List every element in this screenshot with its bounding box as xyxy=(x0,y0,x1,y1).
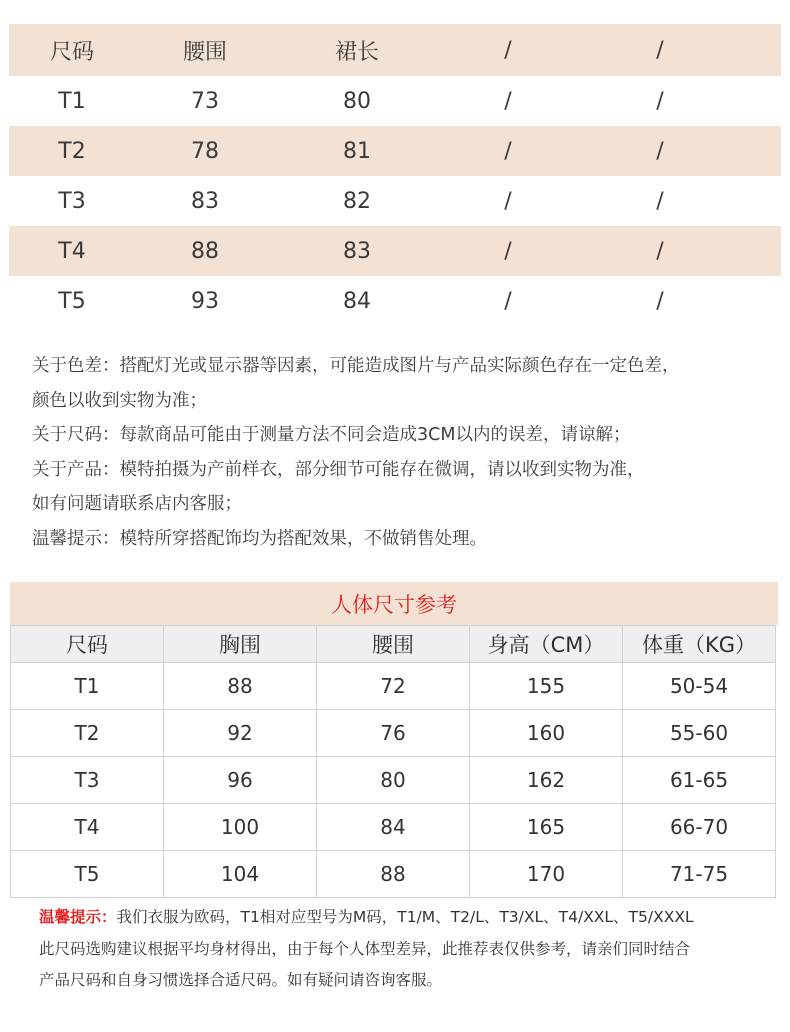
cell-empty: / xyxy=(504,238,512,264)
body-reference-title-bar xyxy=(10,582,778,625)
cell-waist: 83 xyxy=(191,188,219,214)
tip-line-2: 此尺码选购建议根据平均身材得出，由于每个人体型差异，此推荐表仅供参考，请亲们同时结合 xyxy=(39,939,691,958)
body-reference-header xyxy=(11,626,776,663)
cell-weight: 55-60 xyxy=(623,710,776,757)
cell-size: T4 xyxy=(11,804,164,851)
cell-height: 170 xyxy=(470,851,623,898)
cell-bust: 100 xyxy=(164,804,317,851)
cell-height: 162 xyxy=(470,757,623,804)
table-row xyxy=(9,176,781,226)
cell-waist: 80 xyxy=(317,757,470,804)
tip-line-1 xyxy=(39,902,779,934)
size-table-header xyxy=(9,24,781,76)
cell-empty: / xyxy=(504,188,512,214)
cell-weight: 66-70 xyxy=(623,804,776,851)
header-size: 尺码 xyxy=(11,626,164,663)
cell-weight: 50-54 xyxy=(623,663,776,710)
cell-height: 165 xyxy=(470,804,623,851)
cell-bust: 96 xyxy=(164,757,317,804)
cell-bust: 92 xyxy=(164,710,317,757)
table-row xyxy=(11,663,776,710)
table-row xyxy=(9,226,781,276)
table-row xyxy=(9,276,781,326)
cell-waist: 73 xyxy=(191,88,219,114)
cell-size: T4 xyxy=(58,238,86,264)
note-product-sample: 关于产品：模特拍摄为产前样衣，部分细节可能存在微调，请以收到实物为准， xyxy=(32,459,645,480)
cell-waist: 76 xyxy=(317,710,470,757)
cell-empty: / xyxy=(656,138,664,164)
cell-waist: 72 xyxy=(317,663,470,710)
cell-size: T3 xyxy=(11,757,164,804)
cell-waist: 88 xyxy=(317,851,470,898)
note-color-difference: 关于色差：搭配灯光或显示器等因素，可能造成图片与产品实际颜色存在一定色差， xyxy=(32,356,680,376)
cell-skirt-length: 80 xyxy=(343,88,371,114)
cell-skirt-length: 82 xyxy=(343,188,371,214)
header-waist: 腰围 xyxy=(182,39,228,65)
header-skirt-length: 裙长 xyxy=(334,39,380,65)
cell-empty: / xyxy=(504,138,512,164)
cell-size: T5 xyxy=(58,288,86,314)
cell-bust: 88 xyxy=(164,663,317,710)
tip-text-1: 我们衣服为欧码，T1相对应型号为M码，T1/M、T2/L、T3/XL、T4/XXL、T5/XXXL xyxy=(116,908,694,926)
header-size: 尺码 xyxy=(49,39,95,65)
cell-empty: / xyxy=(656,188,664,214)
size-table xyxy=(9,24,781,326)
cell-size: T1 xyxy=(11,663,164,710)
note-color-difference-cont: 颜色以收到实物为准； xyxy=(32,390,207,411)
cell-height: 155 xyxy=(470,663,623,710)
cell-waist: 93 xyxy=(191,288,219,314)
header-empty-1: / xyxy=(504,37,512,63)
tip-line-3: 产品尺码和自身习惯选择合适尺码。如有疑问请咨询客服。 xyxy=(39,971,443,989)
header-waist: 腰围 xyxy=(317,626,470,663)
table-row xyxy=(11,804,776,851)
table-row xyxy=(11,851,776,898)
header-height: 身高（CM） xyxy=(470,626,623,663)
cell-size: T5 xyxy=(11,851,164,898)
table-row xyxy=(9,76,781,126)
cell-size: T3 xyxy=(58,188,86,214)
note-contact-service: 如有问题请联系店内客服； xyxy=(32,494,242,514)
notes-section xyxy=(32,349,777,556)
cell-empty: / xyxy=(656,288,664,314)
header-weight: 体重（KG） xyxy=(623,626,776,663)
cell-height: 160 xyxy=(470,710,623,757)
cell-size: T1 xyxy=(58,88,86,114)
cell-skirt-length: 83 xyxy=(343,238,371,264)
cell-waist: 88 xyxy=(191,238,219,264)
cell-empty: / xyxy=(504,88,512,114)
warm-tip xyxy=(39,902,779,997)
note-styling-tip: 温馨提示：模特所穿搭配饰均为搭配效果，不做销售处理。 xyxy=(32,528,487,549)
cell-waist: 78 xyxy=(191,138,219,164)
header-empty-2: / xyxy=(656,37,664,63)
cell-size: T2 xyxy=(58,138,86,164)
cell-skirt-length: 84 xyxy=(343,288,371,314)
cell-size: T2 xyxy=(11,710,164,757)
table-row xyxy=(11,710,776,757)
body-reference-title: 人体尺寸参考 xyxy=(331,592,457,617)
cell-empty: / xyxy=(656,88,664,114)
note-size-error: 关于尺码：每款商品可能由于测量方法不同会造成3CM以内的误差，请谅解； xyxy=(32,425,631,445)
cell-bust: 104 xyxy=(164,851,317,898)
cell-waist: 84 xyxy=(317,804,470,851)
header-bust: 胸围 xyxy=(164,626,317,663)
cell-weight: 61-65 xyxy=(623,757,776,804)
cell-skirt-length: 81 xyxy=(343,138,371,164)
table-row xyxy=(9,126,781,176)
cell-weight: 71-75 xyxy=(623,851,776,898)
cell-empty: / xyxy=(656,238,664,264)
cell-empty: / xyxy=(504,288,512,314)
body-reference-table xyxy=(10,625,776,898)
tip-label: 温馨提示： xyxy=(39,908,117,926)
table-row xyxy=(11,757,776,804)
